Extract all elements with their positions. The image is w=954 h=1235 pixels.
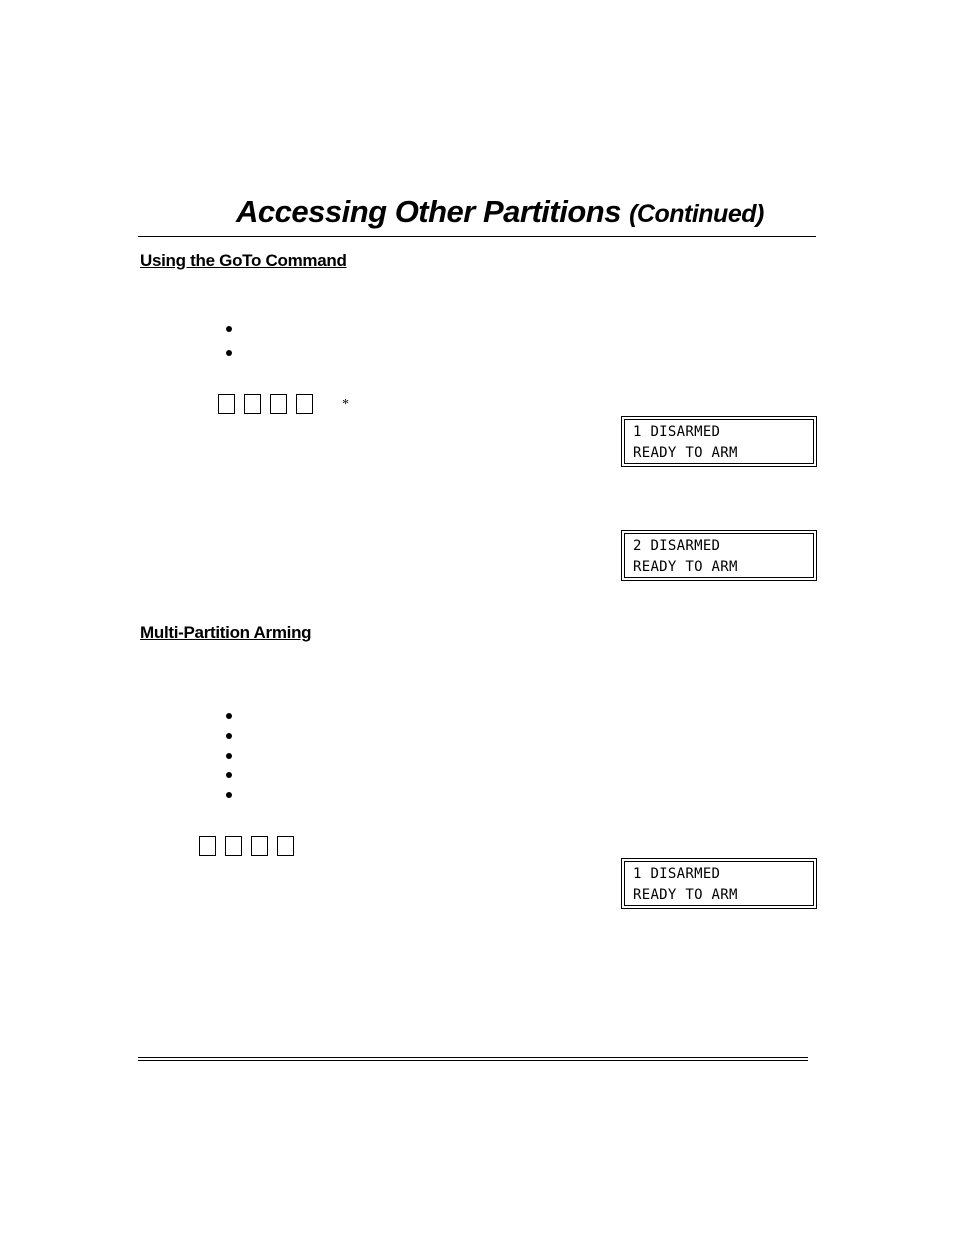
- section-heading-goto: Using the GoTo Command: [140, 251, 347, 270]
- page-title-continued: (Continued): [629, 200, 764, 228]
- code-digit-box: [199, 836, 216, 856]
- bullet-marker: [226, 350, 232, 356]
- lcd-line-2: READY TO ARM: [633, 559, 738, 575]
- code-digit-box: [218, 394, 235, 414]
- footer-divider: [138, 1057, 808, 1058]
- bullet-marker: [226, 772, 232, 778]
- asterisk-key-symbol: *: [342, 397, 349, 412]
- lcd-line-2: READY TO ARM: [633, 445, 738, 461]
- lcd-line-1: 1 DISARMED: [633, 424, 721, 440]
- code-digit-box: [270, 394, 287, 414]
- lcd-line-2: READY TO ARM: [633, 887, 738, 903]
- code-digit-box: [225, 836, 242, 856]
- lcd-screen: [624, 861, 814, 906]
- title-divider: [138, 236, 816, 237]
- lcd-line-1: 2 DISARMED: [633, 538, 721, 554]
- bullet-marker: [226, 753, 232, 759]
- bullet-marker: [226, 326, 232, 332]
- lcd-screen: [624, 419, 814, 464]
- lcd-line-1: 1 DISARMED: [633, 866, 721, 882]
- page-title-main: Accessing Other Partitions: [236, 194, 621, 229]
- bullet-marker: [226, 713, 232, 719]
- code-digit-box: [244, 394, 261, 414]
- keypad-lcd-display: [621, 530, 817, 581]
- footer-divider: [138, 1060, 808, 1061]
- code-digit-box: [277, 836, 294, 856]
- keypad-lcd-display: [621, 858, 817, 909]
- section-heading-multi-partition: Multi-Partition Arming: [140, 623, 312, 642]
- lcd-screen: [624, 533, 814, 578]
- bullet-marker: [226, 792, 232, 798]
- bullet-marker: [226, 733, 232, 739]
- keypad-lcd-display: [621, 416, 817, 467]
- code-digit-box: [251, 836, 268, 856]
- page-title: [236, 194, 764, 230]
- code-digit-box: [296, 394, 313, 414]
